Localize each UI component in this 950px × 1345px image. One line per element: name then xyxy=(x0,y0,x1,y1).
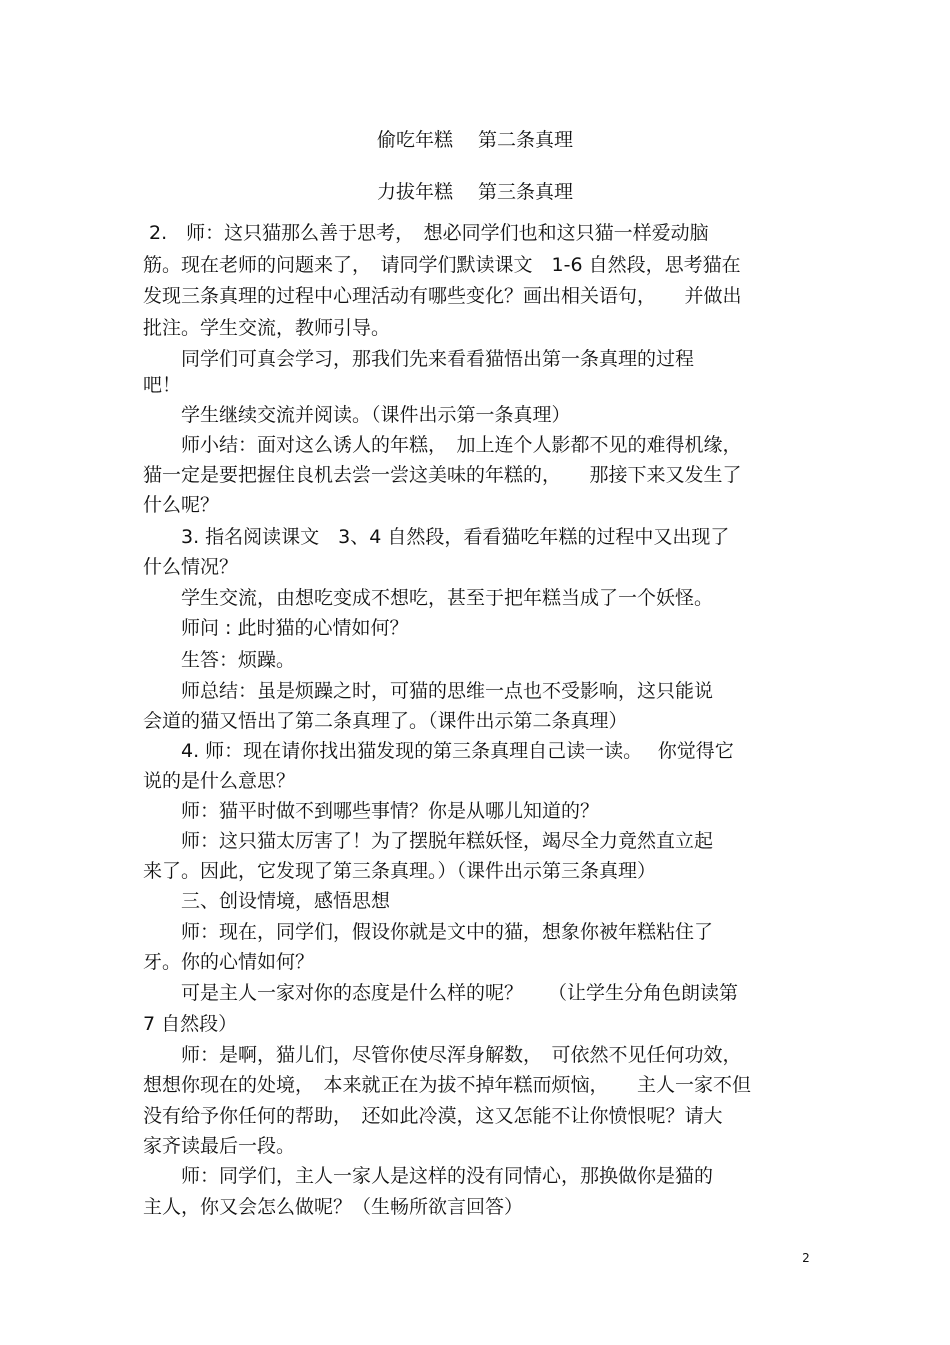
text-line: 三、创设情境，感悟思想 xyxy=(143,890,391,912)
text-line: 没有给予你任何的帮助， 还如此冷漠，这又怎能不让你愤恨呢？请大 xyxy=(143,1105,723,1127)
text-line: 发现三条真理的过程中心理活动有哪些变化？画出相关语句， 并做出 xyxy=(143,285,742,307)
text-line: 师：是啊，猫儿们，尽管你使尽浑身解数， 可依然不见任何功效， xyxy=(143,1044,742,1066)
text-line: 什么情况？ xyxy=(143,556,239,578)
heading-line-1: 偷吃年糕 第二条真理 xyxy=(376,129,574,151)
text-line: 家齐读最后一段。 xyxy=(143,1135,296,1157)
text-line: 师总结：虽是烦躁之时，可猫的思维一点也不受影响，这只能说 xyxy=(143,680,714,702)
text-line: 师：这只猫太厉害了！为了摆脱年糕妖怪，竭尽全力竟然直立起 xyxy=(143,830,714,852)
text-line: 牙。你的心情如何？ xyxy=(143,951,315,973)
text-line: 师：现在，同学们，假设你就是文中的猫，想象你被年糕粘住了 xyxy=(143,921,714,943)
text-line: 会道的猫又悟出了第二条真理了。（课件出示第二条真理） xyxy=(143,710,628,732)
text-line: 4. 师：现在请你找出猫发现的第三条真理自己读一读。 你觉得它 xyxy=(143,740,734,762)
heading-line-2: 力拔年糕 第三条真理 xyxy=(376,181,574,203)
text-line: 同学们可真会学习，那我们先来看看猫悟出第一条真理的过程 xyxy=(143,348,695,370)
text-line: 生答：烦躁。 xyxy=(143,649,296,671)
text-line: 7 自然段） xyxy=(143,1013,238,1035)
text-line: 师：猫平时做不到哪些事情？你是从哪儿知道的？ xyxy=(143,800,600,822)
text-line: 想想你现在的处境， 本来就正在为拔不掉年糕而烦恼， 主人一家不但 xyxy=(143,1074,752,1096)
text-line: 学生交流，由想吃变成不想吃，甚至于把年糕当成了一个妖怪。 xyxy=(143,587,714,609)
text-line: 什么呢？ xyxy=(143,494,220,516)
text-line: 吧！ xyxy=(143,374,182,396)
text-line: 来了。因此，它发现了第三条真理。）（课件出示第三条真理） xyxy=(143,860,657,882)
text-line: 学生继续交流并阅读。（课件出示第一条真理） xyxy=(143,404,571,426)
text-line: 师：同学们，主人一家人是这样的没有同情心，那换做你是猫的 xyxy=(143,1165,714,1187)
page-number: 2 xyxy=(802,1251,810,1265)
text-line: 主人，你又会怎么做呢？（生畅所欲言回答） xyxy=(143,1196,524,1218)
text-line: 批注。学生交流，教师引导。 xyxy=(143,317,391,339)
text-line: 师问 : 此时猫的心情如何？ xyxy=(143,617,409,639)
text-line: 说的是什么意思？ xyxy=(143,770,296,792)
text-line: 2. 师：这只猫那么善于思考， 想必同学们也和这只猫一样爱动脑 xyxy=(143,222,709,244)
text-line: 可是主人一家对你的态度是什么样的呢？ （让学生分角色朗读第 xyxy=(143,982,739,1004)
text-line: 3. 指名阅读课文 3、4 自然段，看看猫吃年糕的过程中又出现了 xyxy=(143,526,730,548)
text-line: 师小结：面对这么诱人的年糕， 加上连个人影都不见的难得机缘， xyxy=(143,434,742,456)
text-line: 筋。现在老师的问题来了， 请同学们默读课文 1-6 自然段，思考猫在 xyxy=(143,254,741,276)
text-line: 猫一定是要把握住良机去尝一尝这美味的年糕的， 那接下来又发生了 xyxy=(143,464,742,486)
